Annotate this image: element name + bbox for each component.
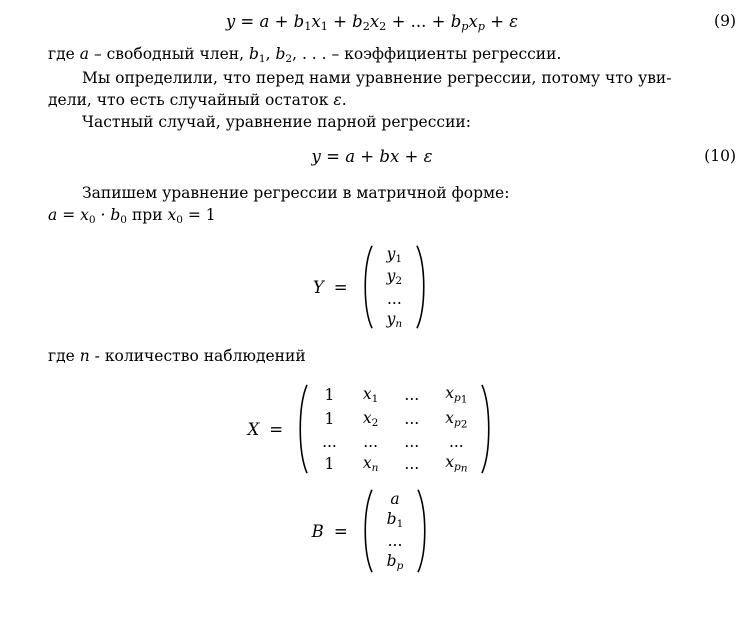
- spacer: [0, 367, 744, 383]
- matrix-X: [0, 383, 744, 476]
- equation-9: [0, 12, 744, 33]
- matrix-row: [309, 432, 480, 452]
- paragraph-n-tail: - количество наблюдений: [89, 347, 306, 366]
- matrix-row: [309, 452, 480, 476]
- matrix-cell: $x_2$: [362, 409, 379, 430]
- matrix-cell: $y_n$: [386, 309, 403, 330]
- equation-10-number: (10): [704, 147, 736, 166]
- matrix-Y-label: Y: [312, 278, 324, 298]
- matrix-Y-equals: =: [333, 278, 348, 298]
- matrix-X-body: [309, 383, 480, 476]
- matrix-row: [374, 309, 416, 331]
- symbol-a: a: [79, 45, 90, 64]
- paragraph-line-2-tail: .: [341, 91, 347, 110]
- matrix-cell: $b_p$: [386, 552, 404, 573]
- matrix-cell: $x_n$: [362, 453, 379, 474]
- matrix-B-label: B: [311, 521, 324, 541]
- paragraph-tail: – коэффициенты регрессии.: [326, 45, 562, 64]
- paragraph-special-case: [48, 111, 730, 133]
- symbol-n: n: [79, 347, 90, 366]
- spacer: [0, 476, 744, 488]
- paragraph-matrix-form-text: Запишем уравнение регрессии в матричной форме:: [82, 184, 510, 203]
- paragraph-special-case-text: Частный случай, уравнение парной регрессии:: [82, 113, 471, 132]
- paragraph-lead: где: [48, 45, 80, 64]
- matrix-cell: ...: [322, 432, 337, 451]
- matrix-row: [374, 489, 417, 509]
- matrix-cell: ...: [404, 432, 420, 451]
- matrix-row: [374, 289, 416, 309]
- matrix-Y: [0, 244, 744, 331]
- matrix-B-body: [374, 489, 417, 574]
- formula-x0-equals-1: $x_0 = 1$: [167, 206, 216, 226]
- matrix-cell: ...: [386, 289, 402, 308]
- equation-10: [0, 147, 744, 166]
- matrix-X-equals: =: [269, 420, 284, 440]
- equation-9-number: (9): [714, 12, 736, 30]
- paragraph-line-2: дели, что есть случайный остаток: [48, 91, 334, 110]
- matrix-cell: ...: [404, 410, 420, 429]
- spacer: [0, 0, 744, 12]
- matrix-B: [0, 488, 744, 574]
- matrix-row: [309, 383, 480, 407]
- matrix-cell: 1: [324, 454, 335, 473]
- matrix-row: [374, 266, 416, 288]
- right-paren-B: [416, 488, 432, 574]
- spacer: [0, 331, 744, 345]
- symbol-epsilon: ε: [333, 91, 342, 110]
- paragraph-a-definition: [48, 204, 730, 228]
- body-text-3: [0, 345, 744, 367]
- matrix-X-label: X: [247, 420, 260, 440]
- matrix-row: [374, 551, 417, 573]
- right-paren-X: [480, 383, 496, 475]
- left-paren-Y: [358, 244, 374, 330]
- matrix-cell: a: [390, 489, 400, 508]
- symbol-b1: $b_1$: [248, 45, 266, 66]
- spacer: [0, 33, 744, 43]
- left-paren-X: [293, 383, 309, 475]
- spacer: [0, 133, 744, 147]
- matrix-row: [374, 244, 416, 266]
- matrix-cell: $x_{p2}$: [445, 408, 468, 431]
- paragraph-line-1: Мы определили, что перед нами уравнение регрессии, потому что уви-: [82, 69, 672, 88]
- paragraph-matrix-form: [48, 182, 730, 204]
- matrix-Y-body: [374, 244, 416, 331]
- paragraph-n-definition: [48, 345, 730, 367]
- matrix-cell: $b_1$: [386, 509, 404, 530]
- matrix-cell: $y_2$: [386, 267, 403, 288]
- matrix-cell: 1: [324, 410, 335, 429]
- spacer: [0, 166, 744, 182]
- matrix-cell: $x_1$: [362, 385, 379, 406]
- matrix-cell: 1: [324, 386, 335, 405]
- body-text: [0, 43, 744, 133]
- matrix-cell: ...: [363, 432, 379, 451]
- equation-9-body: $y = a + b_1x_1 + b_2x_2$ + ... + $b_px_p + \varepsilon$: [225, 12, 519, 34]
- matrix-cell: $y_1$: [386, 244, 403, 265]
- left-paren-B: [358, 488, 374, 574]
- paragraph-n-lead: где: [48, 347, 80, 366]
- word-pri: при: [131, 206, 163, 225]
- matrix-row: [374, 509, 417, 531]
- matrix-cell: $x_{pn}$: [445, 452, 468, 475]
- matrix-cell: ...: [387, 532, 403, 551]
- matrix-row: [309, 408, 480, 432]
- matrix-cell: ...: [404, 454, 420, 473]
- equation-10-body: y = a + bx + ε: [311, 147, 433, 167]
- paragraph-coefficients: где a – свободный член, $b_1$, $b_2$, . . . – коэффициенты регрессии.: [48, 45, 562, 66]
- paragraph-mid: – свободный член,: [89, 45, 249, 64]
- matrix-B-equals: =: [333, 521, 348, 541]
- ellipsis: . . .: [301, 45, 327, 64]
- matrix-cell: ...: [448, 432, 464, 451]
- spacer: [0, 228, 744, 244]
- paragraph-regression-note-line2: [48, 89, 730, 111]
- matrix-cell: ...: [404, 386, 420, 405]
- matrix-cell: $x_{p1}$: [445, 384, 468, 407]
- formula-a-definition: $a = x_0 \cdot b_0$: [48, 206, 127, 226]
- matrix-row: [374, 531, 417, 551]
- body-text-2: [0, 182, 744, 228]
- symbol-b2: $b_2$: [275, 45, 293, 66]
- paragraph-regression-note: [48, 67, 730, 89]
- right-paren-Y: [415, 244, 431, 330]
